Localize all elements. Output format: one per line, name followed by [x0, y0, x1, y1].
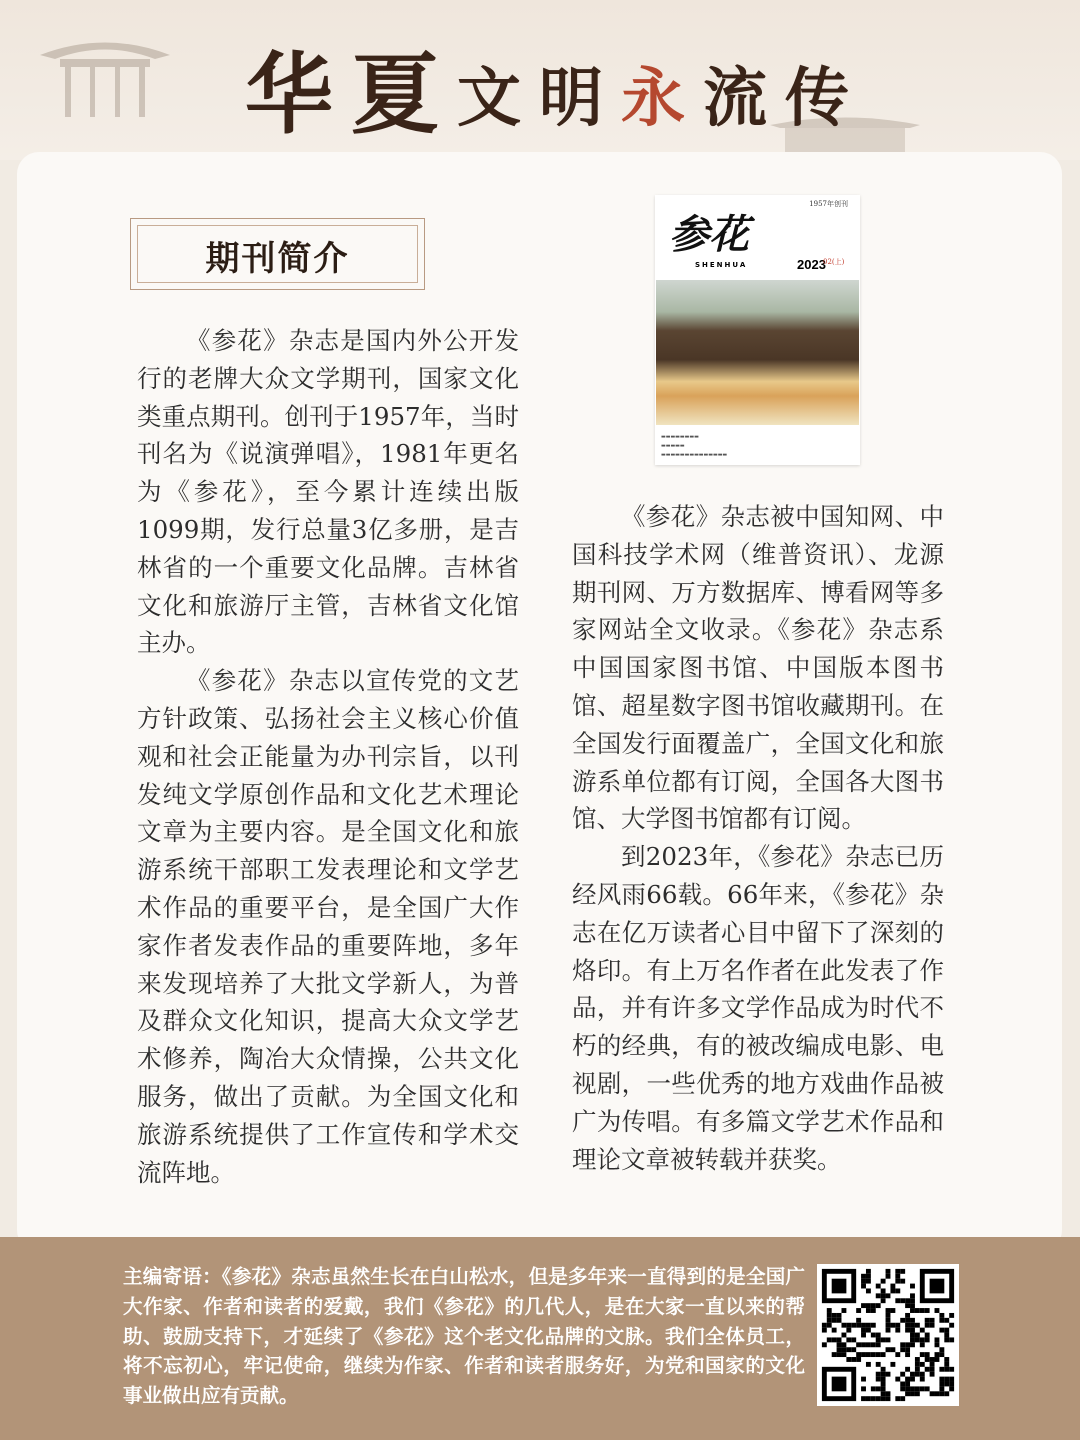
cover-year: 2023 [797, 257, 826, 272]
title-char: 夏 [351, 42, 440, 146]
cover-painting [656, 280, 859, 425]
cover-logo: 参花 [669, 211, 749, 258]
editor-message: 主编寄语：《参花》杂志虽然生长在白山松水，但是多年来一直得到的是全国广大作家、作者和读者的爱戴，我们《参花》的几代人，是在大家一直以来的帮助、鼓励支持下，才延续了《参花》这个老文化品牌的文脉。我们全体员工，将不忘初心，牢记使命，继续为作家、作者和读者服务好，为党和国家的文化事业做出应有贡献。 [123, 1265, 805, 1408]
pavilion-illustration [35, 25, 175, 120]
title-char-accent: 永 [621, 61, 686, 137]
title-char: 明 [539, 61, 604, 137]
cover-founded: 1957年创刊 [809, 200, 848, 208]
title-char: 文 [457, 61, 522, 137]
title-char: 华 [245, 42, 334, 146]
title-char: 流 [703, 61, 768, 137]
paragraph: 《参花》杂志是国内外公开发行的老牌大众文学期刊，国家文化类重点期刊。创刊于1957年，当时刊名为《说演弹唱》，1981年更名为《参花》，至今累计连续出版1099期，发行总量3亿多册，是吉林省的一个重要文化品牌。吉林省文化和旅游厅主管，吉林省文化馆主办。 [137, 326, 519, 658]
paragraph: 《参花》杂志以宣传党的文艺方针政策、弘扬社会主义核心价值观和社会正能量为办刊宗旨，以刊发纯文学原创作品和文化艺术理论文章为主要内容。是全国文化和旅游系统干部职工发表理论和文学艺术作品的重要平台，是全国广大作家作者发表作品的重要阵地，多年来发现培养了大批文学新人，为普及群众文化知识，提高大众文学艺术修养，陶冶大众情操，公共文化服务，做出了贡献。为全国文化和旅游系统提供了工作宣传和学术交流阵地。 [137, 666, 519, 1187]
title-char: 传 [785, 61, 850, 137]
qr-code[interactable] [817, 1264, 959, 1406]
cover-contents: ▬▬▬▬▬▬▬▬ ▬▬▬▬▬ ▬▬▬▬▬▬▬▬▬▬▬▬▬▬ [661, 434, 728, 458]
cover-issue: 02(上) [823, 258, 845, 266]
magazine-cover [655, 195, 860, 465]
header-banner [0, 0, 1080, 160]
intro-left-column [137, 322, 519, 1191]
cover-logo-en: SHENHUA [695, 261, 748, 269]
section-label [130, 218, 425, 290]
section-label-text: 期刊简介 [205, 239, 350, 279]
paragraph: 到2023年，《参花》杂志已历经风雨66载。66年来，《参花》杂志在亿万读者心目中留下了深刻的烙印。有上万名作者在此发表了作品，并有许多文学作品成为时代不朽的经典，有的被改编成电影、电视剧，一些优秀的地方戏曲作品被广为传唱。有多篇文学艺术作品和理论文章被转载并获奖。 [572, 842, 944, 1174]
paragraph: 《参花》杂志被中国知网、中国科技学术网（维普资讯）、龙源期刊网、万方数据库、博看网等多家网站全文收录。《参花》杂志系中国国家图书馆、中国版本图书馆、超星数字图书馆收藏期刊。在全国发行面覆盖广，全国文化和旅游系单位都有订阅，全国各大图书馆、大学图书馆都有订阅。 [572, 502, 944, 834]
page-title [245, 28, 850, 146]
intro-right-column [572, 498, 944, 1178]
